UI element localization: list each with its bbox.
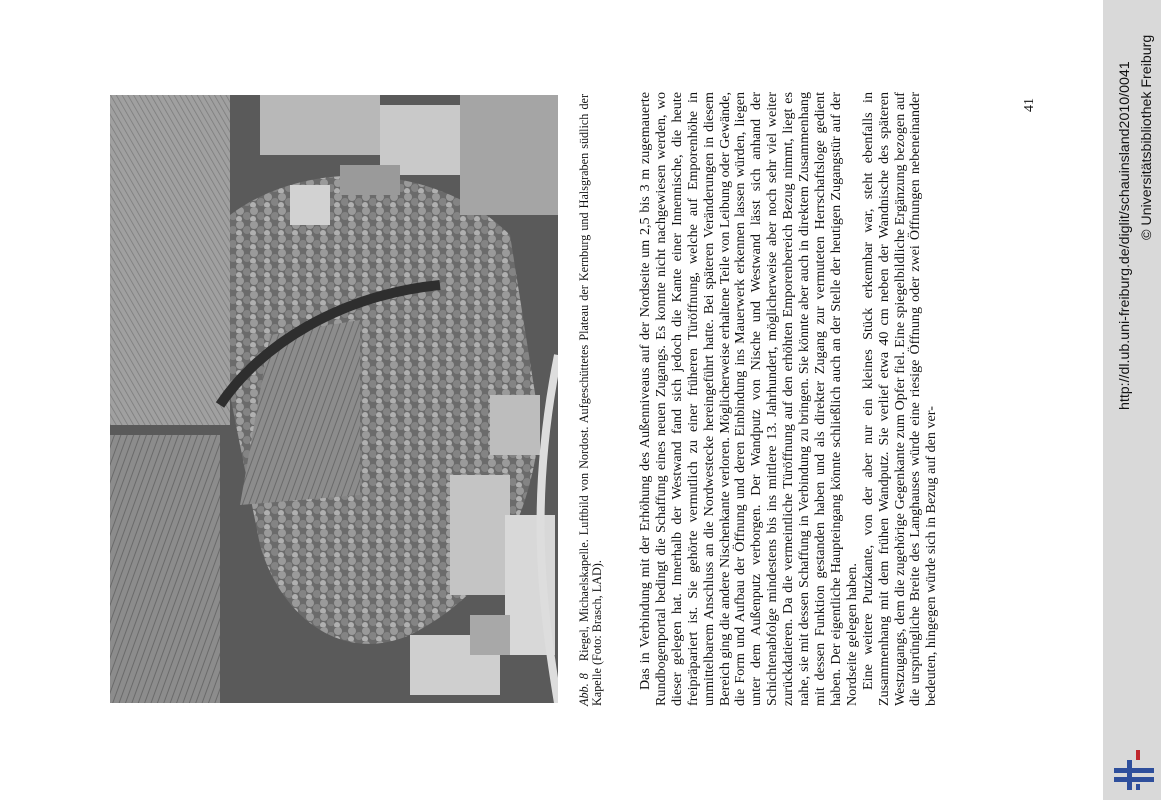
figure-label: Abb. 8 [577, 673, 591, 706]
figure-caption-text: Riegel, Michaelskapelle. Luftbild von Nordost. Aufgeschüttetes Plateau der Kernburg und Halsgraben südlich der Kapelle (Foto: Brasch, LAD). [577, 94, 604, 706]
source-url-link[interactable]: http://dl.ub.uni-freiburg.de/diglit/schauinsland2010/0041 [1117, 61, 1133, 410]
figure-caption [578, 94, 603, 706]
aerial-photo [110, 95, 558, 703]
copyright-notice: © Universitätsbibliothek Freiburg [1139, 34, 1155, 240]
page-number: 41 [1022, 98, 1037, 112]
body-text [638, 92, 940, 706]
ub-freiburg-logo-icon [1112, 748, 1156, 792]
logo-graphic [1112, 748, 1156, 792]
paragraph-2: Eine weitere Putzkante, von der aber nur ein kleines Stück erkennbar war, steht ebenfalls in Zusammenhang mit dem frühen Wandputz. Sie verlief etwa 40 cm neben der Wandnische des späteren Westzugangs, dem die zugehörige Gegenkante zum Opfer fiel. Eine spiegelbildliche Ergänzung bezogen auf die ursprüngliche Breite des Langhauses würde eine riesige Öffnung oder zwei Öffnungen nebeneinander bedeuten, hingegen würde sich in Bezug auf den ver- [859, 92, 940, 706]
paragraph-1: Das in Verbindung mit der Erhöhung des Außenniveaus auf der Nordseite um 2,5 bis 3 m zugemauerte Rundbogenportal bedingt die Schaffung eines neuen Zugangs. Es konnte nicht nachgewiesen werden, wo dieser gelegen hat. Innerhalb der Westwand fand sich jedoch die Kante einer Innennische, die heute freipräpariert ist. Sie gehörte vermutlich zu einer früheren Türöffnung, welche auf Emporenhöhe in unmittelbarem Anschluss an die Nordwestecke hereingeführt hatte. Bei späteren Veränderungen in diesem Bereich ging die andere Nischenkante verloren. Möglicherweise erhaltene Teile von Leibung oder Gewände, die Form und Aufbau der Öffnung und deren Einbindung ins Mauerwerk erkennen lassen würden, liegen unter dem Außenputz verborgen. Der Wandputz von Nische und Westwand lässt sich anhand der Schichtenabfolge mindestens bis ins mittlere 13. Jahrhundert, möglicherweise aber noch sehr viel weiter zurückdatieren. Da die vermeintliche Türöffnung auf den erhöhten Emporenbereich Bezug nimmt, liegt es nahe, sie mit dessen Schaffung in Verbindung zu bringen. Sie könnte aber auch in direktem Zusammenhang mit dessen Funktion gestanden haben und als direkter Zugang zur vermuteten Herrschaftsloge gedient haben. Der eigentliche Haupteingang könnte schließlich auch an der Stelle der heutigen Zugangstür auf der Nordseite gelegen haben. [637, 92, 860, 706]
aerial-photo-graphic [110, 95, 558, 703]
